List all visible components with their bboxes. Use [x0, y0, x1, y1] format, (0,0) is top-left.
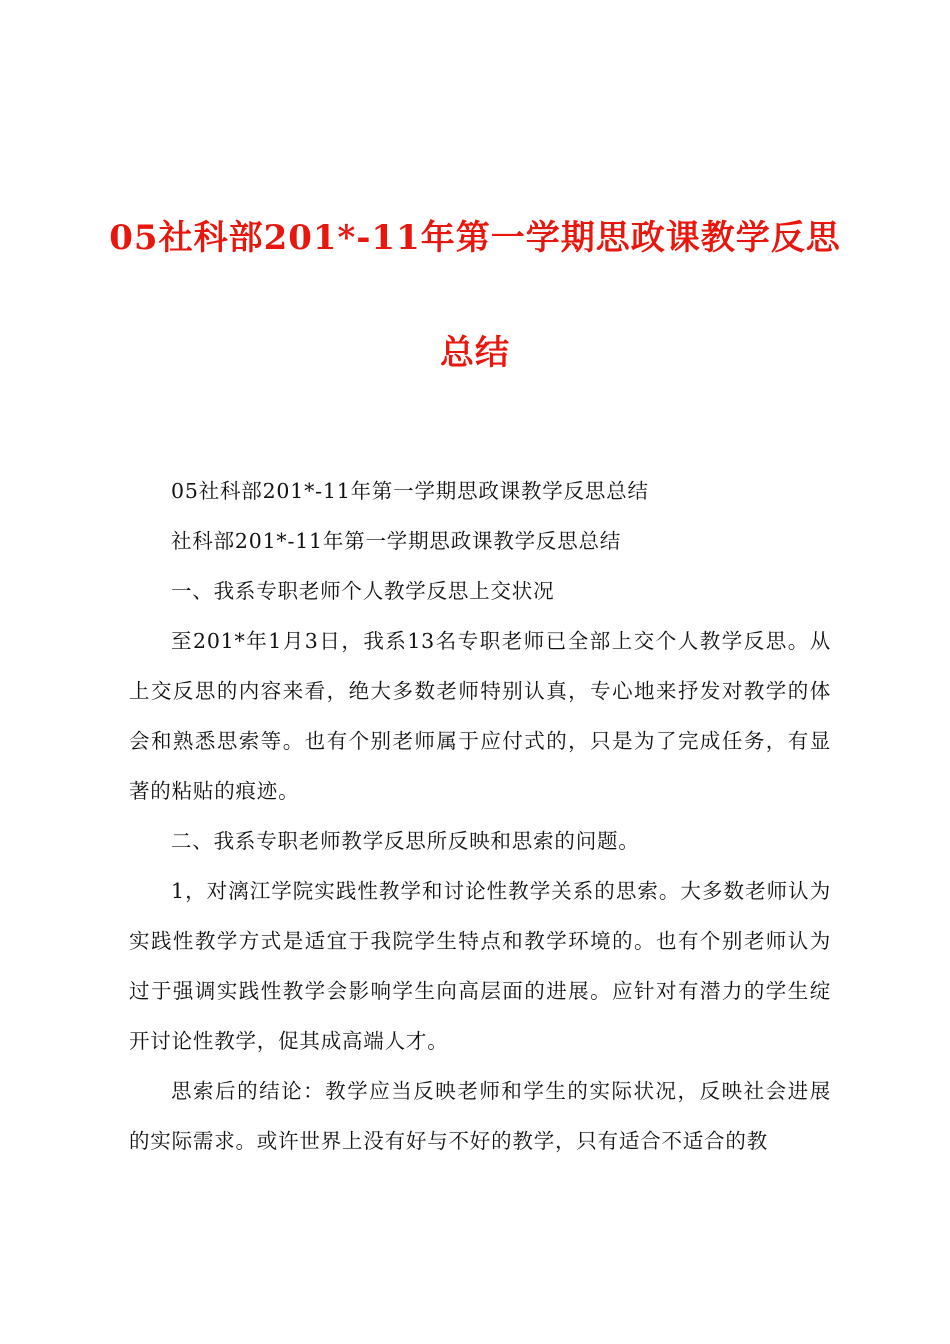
document-body	[129, 466, 831, 1166]
section-heading-1: 一、我系专职老师个人教学反思上交状况	[171, 579, 555, 603]
paragraph: 1，对漓江学院实践性教学和讨论性教学关系的思索。大多数老师认为实践性教学方式是适宜于我院学生特点和教学环境的。也有个别老师认为过于强调实践性教学会影响学生向高层面的进展。应针对有潜力的学生绽开讨论性教学，促其成高端人才。	[129, 879, 831, 1053]
paragraph: 思索后的结论：教学应当反映老师和学生的实际状况，反映社会进展的实际需求。或许世界上没有好与不好的教学，只有适合不适合的教	[129, 1079, 831, 1153]
paragraph: 至201*年1月3日，我系13名专职老师已全部上交个人教学反思。从上交反思的内容来看，绝大多数老师特别认真，专心地来抒发对教学的体会和熟悉思索等。也有个别老师属于应付式的，只是为了完成任务，有显著的粘贴的痕迹。	[129, 629, 831, 803]
section-heading-2: 二、我系专职老师教学反思所反映和思索的问题。	[171, 829, 640, 853]
paragraph-subtitle: 05社科部201*-11年第一学期思政课教学反思总结	[171, 479, 649, 503]
document-title-line-2: 总结	[440, 333, 510, 373]
document-title-line-1: 05社科部201*-11年第一学期思政课教学反思	[109, 218, 841, 258]
paragraph-heading: 社科部201*-11年第一学期思政课教学反思总结	[171, 529, 622, 553]
